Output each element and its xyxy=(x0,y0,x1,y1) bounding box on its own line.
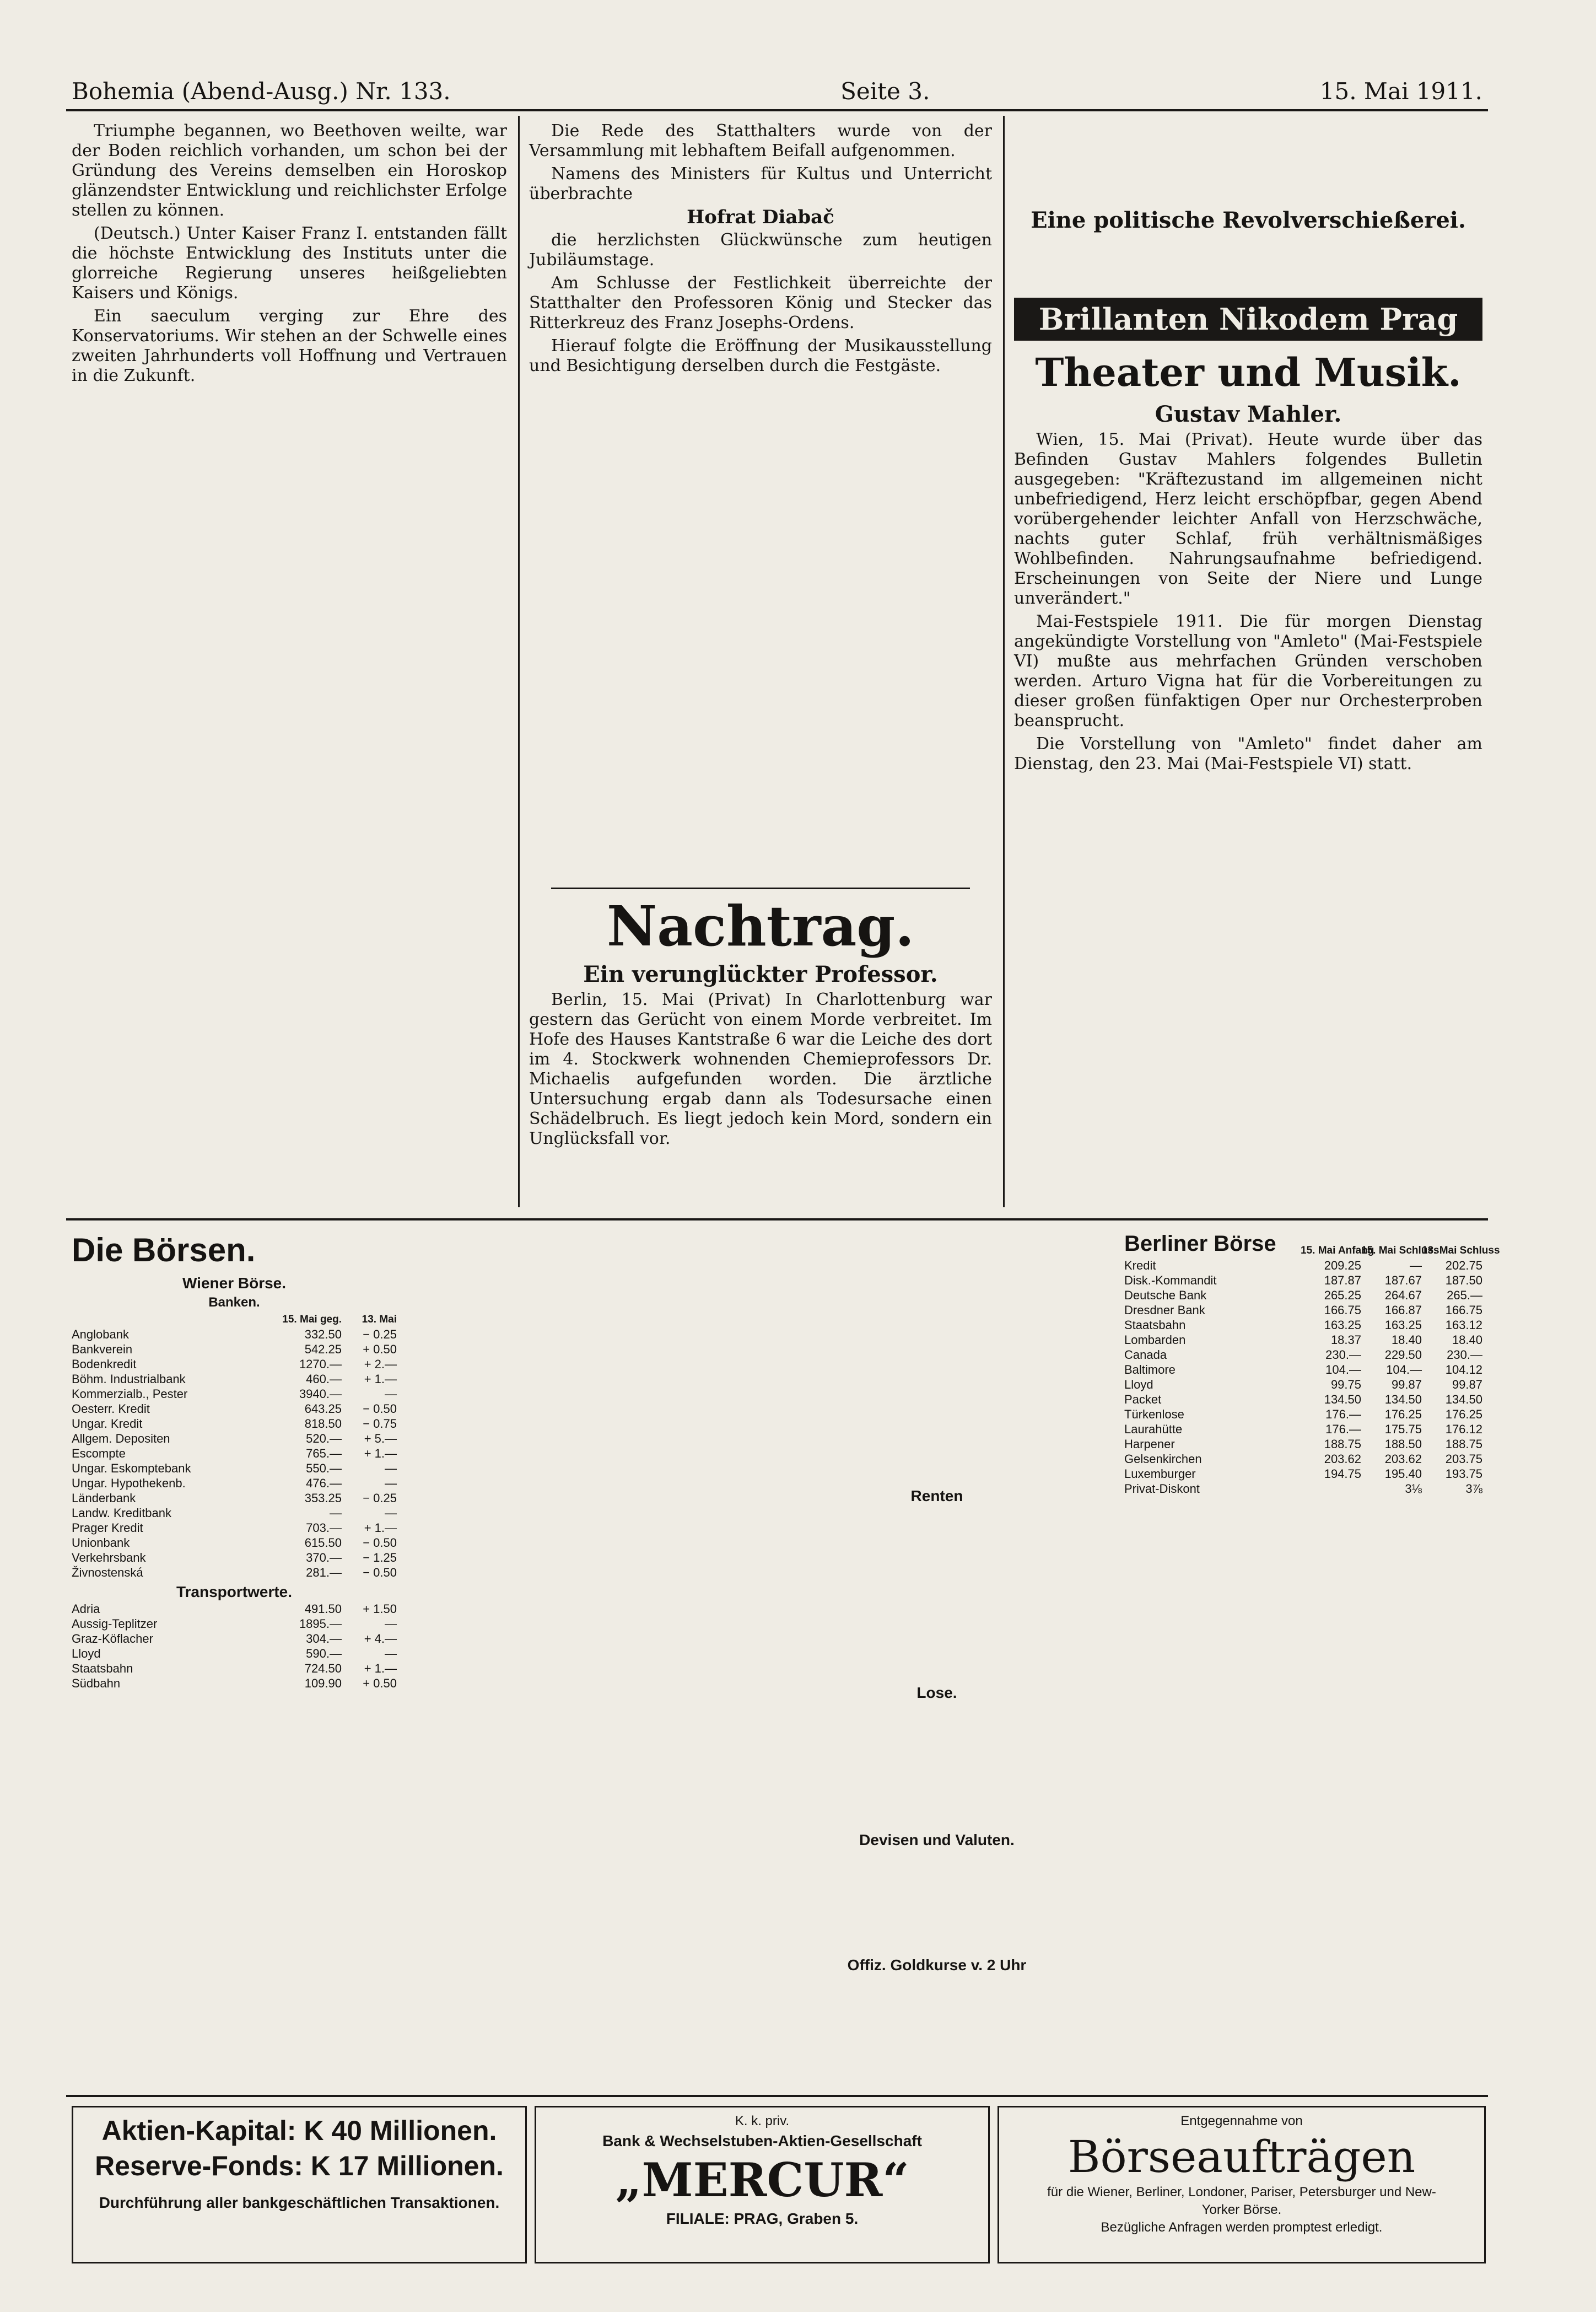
security-name: Türkenlose xyxy=(1124,1407,1184,1421)
security-name: Disk.-Kommandit xyxy=(1124,1273,1217,1287)
table-header: 15. Mai geg. 13. Mai xyxy=(282,1314,397,1325)
price-cell: — xyxy=(385,1461,397,1475)
boersen-title: Die Börsen. xyxy=(72,1232,256,1268)
table-row xyxy=(72,1372,397,1386)
price-cell: 1270.— xyxy=(299,1357,342,1371)
security-name: Privat-Diskont xyxy=(1124,1482,1200,1496)
table-row xyxy=(72,1327,397,1342)
security-name: Adria xyxy=(72,1602,100,1616)
mahler-heading: Gustav Mahler. xyxy=(1155,401,1342,427)
article-paragraph: Die Vorstellung von "Amleto" findet daher am Dienstag, den 23. Mai (Mai-Festspiele VI) statt. xyxy=(1014,734,1482,773)
price-cell xyxy=(1301,1481,1361,1496)
security-name: Verkehrsbank xyxy=(72,1551,146,1564)
security-name: Ungar. Hypothekenb. xyxy=(72,1476,186,1490)
ad-boerseauftraege xyxy=(997,2106,1486,2263)
ad-mercur-logo: „MERCUR“ xyxy=(615,2153,909,2207)
transport-rows xyxy=(72,1601,397,1691)
theater-section xyxy=(1014,121,1482,1202)
price-cell: 209.25 xyxy=(1324,1259,1361,1272)
price-cell: 203.62 xyxy=(1324,1452,1361,1466)
price-cell: 476.— xyxy=(306,1476,342,1490)
price-cell: — xyxy=(330,1506,342,1520)
security-name: Landw. Kreditbank xyxy=(72,1506,172,1520)
price-cell: 104.— xyxy=(1386,1363,1422,1377)
price-cell: 163.25 xyxy=(1384,1318,1422,1332)
security-name: Südbahn xyxy=(72,1676,121,1690)
ad-bank-name: Bank & Wechselstuben-Aktien-Gesellschaft xyxy=(602,2132,922,2149)
price-cell: 176.12 xyxy=(1445,1422,1482,1436)
price-cell: 643.25 xyxy=(304,1402,342,1416)
price-cell: — xyxy=(385,1476,397,1490)
price-cell: 166.75 xyxy=(1445,1303,1482,1317)
table-row xyxy=(72,1520,397,1535)
security-name: Luxemburger xyxy=(1124,1467,1196,1481)
table-row xyxy=(72,1342,397,1357)
table-row xyxy=(72,1357,397,1372)
price-cell: 176.25 xyxy=(1445,1407,1482,1421)
price-cell: 3⅞ xyxy=(1465,1482,1482,1496)
brillanten-ad: Brillanten Nikodem Prag xyxy=(1014,298,1482,341)
devisen-heading: Devisen und Valuten. xyxy=(859,1831,1015,1848)
berliner-boerse-heading: Berliner Börse xyxy=(1124,1232,1276,1256)
column-divider xyxy=(518,116,520,1207)
price-cell: 193.75 xyxy=(1445,1467,1482,1481)
article-festakt xyxy=(529,121,992,882)
column-divider xyxy=(1003,116,1005,1207)
table-row xyxy=(72,1631,397,1646)
price-cell: 188.75 xyxy=(1445,1437,1482,1451)
price-cell: 175.75 xyxy=(1384,1422,1422,1436)
price-cell: 99.75 xyxy=(1330,1378,1361,1391)
security-name: Lloyd xyxy=(72,1647,101,1660)
price-cell: 109.90 xyxy=(304,1676,342,1690)
table-row xyxy=(72,1616,397,1631)
price-cell: 195.40 xyxy=(1384,1467,1422,1481)
table-row xyxy=(72,1601,397,1616)
article-paragraph: Die Rede des Statthalters wurde von der Versammlung mit lebhaftem Beifall aufgenommen. xyxy=(529,121,992,160)
price-cell: − 1.25 xyxy=(363,1551,397,1564)
price-cell: 104.— xyxy=(1325,1363,1361,1377)
price-cell: 230.— xyxy=(1325,1348,1361,1362)
price-cell: 99.87 xyxy=(1391,1378,1422,1391)
price-cell: 818.50 xyxy=(304,1417,342,1431)
price-cell: 202.75 xyxy=(1445,1259,1482,1272)
table-row xyxy=(1124,1481,1482,1496)
price-cell: + 1.— xyxy=(364,1662,397,1675)
security-name: Harpener xyxy=(1124,1437,1175,1451)
table-row xyxy=(1124,1407,1482,1422)
berliner-boerse-table: Berliner Börse 15. Mai Anfang 15. Mai Schluss 13. Mai Schluss Kredit 209.25 — 202.75 Disk.-Kommandit 187.87 187.67 187.50 Deutsche Bank 265.25 264.67 265.— Dresdner Bank 166.75 166.87 166.75 Staatsbahn 163.25 163.25 163.12 Lombarden 18.37 18.40 18.40 Canada 230.— 229.50 230.— Baltimore 104.— 104.— 104.12 Lloyd 99.75 99.87 99.87 Packet 134.50 134.50 134.50 Türkenlose 176.— 176.25 176.25 Laurahütte 176.— 175.75 176.12 Harpener 188.75 188.50 188.75 Gelsenkirchen 203.62 203.62 203.75 Luxemburger 194.75 195.40 193.75 Privat-Diskont 3⅛ 3⅞ xyxy=(1124,1229,1482,2089)
section-rule xyxy=(66,2095,1488,2097)
price-cell: 550.— xyxy=(306,1461,342,1475)
section-rule xyxy=(66,1218,1488,1220)
price-cell: 265.25 xyxy=(1324,1288,1361,1302)
lose-heading: Lose. xyxy=(916,1684,957,1701)
table-row xyxy=(1124,1288,1482,1303)
price-cell: 460.— xyxy=(306,1372,342,1386)
article-paragraph: Ein saeculum verging zur Ehre des Konservatoriums. Wir stehen an der Schwelle eines zweiten Jahrhunderts voll Hoffnung und Vertrauen in die Zukunft. xyxy=(72,307,507,385)
table-row xyxy=(72,1386,397,1401)
price-cell: 1895.— xyxy=(299,1617,342,1631)
price-cell: + 2.— xyxy=(364,1357,397,1371)
price-cell: 104.12 xyxy=(1445,1363,1482,1377)
security-name: Gelsenkirchen xyxy=(1124,1452,1202,1466)
price-cell: 491.50 xyxy=(304,1602,342,1616)
price-cell: 281.— xyxy=(306,1566,342,1579)
price-cell: − 0.25 xyxy=(363,1327,397,1341)
security-name: Ungar. Eskomptebank xyxy=(72,1461,191,1475)
article-paragraph: (Deutsch.) Unter Kaiser Franz I. entstanden fällt die höchste Entwicklung des Instituts unter die glorreiche Regierung unseres heißgeliebten Kaisers und Königs. xyxy=(72,224,507,303)
price-cell: + 0.50 xyxy=(363,1342,397,1356)
table-row xyxy=(1124,1362,1482,1377)
article-paragraph: Wien, 15. Mai (Privat). Heute wurde über das Befinden Gustav Mahlers folgendes Bulletin ausgegeben: "Kräftezustand im allgemeinen nicht unbefriedigend, Herz leicht erschöpfbar, gegen Abend vorübergehender leichter Anfall von Herzschwäche, nachts guter Schlaf, früh verhältnismäßiges Wohlbefinden. Nahrungsaufnahme befriedigend. Erscheinungen von Seite der Niere und Lunge unverändert." xyxy=(1014,430,1482,608)
nachtrag-title: Nachtrag. xyxy=(606,894,915,959)
masthead-date: 15. Mai 1911. xyxy=(1319,78,1482,105)
security-name: Canada xyxy=(1124,1348,1167,1362)
security-name: Aussig-Teplitzer xyxy=(72,1617,158,1631)
price-cell: 163.25 xyxy=(1324,1318,1361,1332)
security-name: Unionbank xyxy=(72,1536,130,1550)
renten-heading: Renten xyxy=(910,1487,963,1504)
ad-kk-priv: K. k. priv. xyxy=(735,2114,790,2128)
berlin-rows xyxy=(1124,1258,1482,1496)
nachtrag-subtitle: Ein verunglückter Professor. xyxy=(583,961,938,987)
table-row xyxy=(72,1446,397,1461)
table-row xyxy=(72,1565,397,1580)
price-cell: 203.62 xyxy=(1384,1452,1422,1466)
table-row xyxy=(1124,1258,1482,1273)
table-row xyxy=(1124,1347,1482,1362)
security-name: Živnostenská xyxy=(72,1566,143,1579)
security-name: Packet xyxy=(1124,1392,1162,1406)
price-cell: 176.— xyxy=(1325,1407,1361,1421)
price-cell: 615.50 xyxy=(304,1536,342,1550)
security-name: Böhm. Industrialbank xyxy=(72,1372,186,1386)
price-cell: − 0.50 xyxy=(363,1536,397,1550)
security-name: Kommerzialb., Pester xyxy=(72,1387,188,1401)
security-name: Bodenkredit xyxy=(72,1357,137,1371)
price-cell: 229.50 xyxy=(1384,1348,1422,1362)
article-paragraph: Am Schlusse der Festlichkeit überreichte der Statthalter den Professoren König und Stecker das Ritterkreuz des Franz Josephs-Ordens. xyxy=(529,273,992,332)
security-name: Staatsbahn xyxy=(1124,1318,1186,1332)
table-row xyxy=(1124,1392,1482,1407)
price-cell: — xyxy=(1410,1259,1422,1272)
security-name: Baltimore xyxy=(1124,1363,1176,1377)
table-row xyxy=(1124,1437,1482,1451)
security-name: Lloyd xyxy=(1124,1378,1153,1391)
price-cell: 194.75 xyxy=(1324,1467,1361,1481)
price-cell: 203.75 xyxy=(1445,1452,1482,1466)
price-cell: 166.87 xyxy=(1384,1303,1422,1317)
price-cell: 134.50 xyxy=(1384,1392,1422,1406)
price-cell: + 1.50 xyxy=(363,1602,397,1616)
table-row xyxy=(72,1550,397,1565)
table-row xyxy=(72,1461,397,1476)
speaker-heading: Hofrat Diabač xyxy=(687,206,834,228)
price-cell: + 5.— xyxy=(364,1432,397,1445)
price-cell: + 1.— xyxy=(364,1521,397,1535)
ad-aktien-kapital: Aktien-Kapital: K 40 Millionen. xyxy=(101,2115,497,2146)
price-cell: 332.50 xyxy=(304,1327,342,1341)
price-cell: — xyxy=(385,1647,397,1660)
price-cell: 18.40 xyxy=(1391,1333,1422,1347)
table-row xyxy=(1124,1466,1482,1481)
security-name: Allgem. Depositen xyxy=(72,1432,170,1445)
price-cell: 3⅛ xyxy=(1405,1482,1422,1496)
table-row xyxy=(1124,1318,1482,1332)
price-cell: 188.50 xyxy=(1384,1437,1422,1451)
price-cell: 99.87 xyxy=(1452,1378,1482,1391)
table-row xyxy=(1124,1332,1482,1347)
security-name: Graz-Köflacher xyxy=(72,1632,153,1646)
security-name: Prager Kredit xyxy=(72,1521,143,1535)
price-cell: — xyxy=(385,1506,397,1520)
price-cell: 187.87 xyxy=(1324,1273,1361,1287)
price-cell: — xyxy=(385,1617,397,1631)
security-name: Oesterr. Kredit xyxy=(72,1402,150,1416)
price-cell: 134.50 xyxy=(1324,1392,1361,1406)
security-name: Lombarden xyxy=(1124,1333,1186,1347)
security-name: Staatsbahn xyxy=(72,1662,133,1675)
price-cell: 520.— xyxy=(306,1432,342,1445)
price-cell: + 1.— xyxy=(364,1372,397,1386)
wiener-boerse-table xyxy=(72,1229,397,2089)
revolver-heading: Eine politische Revolverschießerei. xyxy=(1031,207,1466,233)
security-name: Kredit xyxy=(1124,1259,1156,1272)
security-name: Bankverein xyxy=(72,1342,133,1356)
security-name: Anglobank xyxy=(72,1327,129,1341)
price-cell: 18.40 xyxy=(1452,1333,1482,1347)
article-paragraph: Hierauf folgte die Eröffnung der Musikausstellung und Besichtigung derselben durch die Festgäste. xyxy=(529,336,992,375)
ad-mercur xyxy=(535,2106,990,2263)
renten-lose-devisen-table xyxy=(408,1229,1124,2089)
ad-entgegennahme: Entgegennahme von xyxy=(1180,2114,1303,2128)
banken-heading: Banken. xyxy=(208,1295,260,1310)
table-row xyxy=(72,1646,397,1661)
table-row xyxy=(1124,1273,1482,1288)
header-rule xyxy=(66,109,1488,111)
price-cell: 230.— xyxy=(1447,1348,1482,1362)
price-cell: 724.50 xyxy=(304,1662,342,1675)
price-cell: − 0.75 xyxy=(363,1417,397,1431)
security-name: Deutsche Bank xyxy=(1124,1288,1207,1302)
price-cell: 188.75 xyxy=(1324,1437,1361,1451)
table-row xyxy=(72,1401,397,1416)
price-cell: 176.— xyxy=(1325,1422,1361,1436)
masthead xyxy=(72,72,1482,105)
table-row xyxy=(72,1491,397,1506)
masthead-issue: Bohemia (Abend-Ausg.) Nr. 133. xyxy=(72,78,451,105)
price-cell: 166.75 xyxy=(1324,1303,1361,1317)
price-cell: − 0.50 xyxy=(363,1402,397,1416)
price-cell: 18.37 xyxy=(1330,1333,1361,1347)
ad-boersen-list: für die Wiener, Berliner, Londoner, Pariser, Petersburger und New-Yorker Börse. xyxy=(1047,2185,1436,2217)
table-row xyxy=(1124,1451,1482,1466)
price-cell: 265.— xyxy=(1447,1288,1482,1302)
article-paragraph: Namens des Ministers für Kultus und Unterricht überbrachte xyxy=(529,164,992,203)
security-name: Laurahütte xyxy=(1124,1422,1183,1436)
article-paragraph: Mai-Festspiele 1911. Die für morgen Dienstag angekündigte Vorstellung von "Amleto" (Mai-Festspiele VI) mußte aus mehrfachen Gründen verschoben werden. Arturo Vigna hat für die Vorbereitungen zu dieser großen fünfaktigen Oper nur Orchesterproben beansprucht. xyxy=(1014,612,1482,730)
ad-boerseauftraege-title: Börseaufträgen xyxy=(1067,2131,1416,2182)
table-row xyxy=(72,1535,397,1550)
price-cell: 163.12 xyxy=(1445,1318,1482,1332)
ad-durchfuehrung: Durchführung aller bankgeschäftlichen Transaktionen. xyxy=(99,2194,500,2211)
goldkurse-heading: Offiz. Goldkurse v. 2 Uhr xyxy=(847,1956,1027,1974)
price-cell: + 4.— xyxy=(364,1632,397,1646)
table-row xyxy=(72,1506,397,1520)
price-cell: — xyxy=(385,1387,397,1401)
article-paragraph: Berlin, 15. Mai (Privat) In Charlottenburg war gestern das Gerücht von einem Morde verbreitet. Im Hofe des Hauses Kantstraße 6 war die Leiche des dort im 4. Stockwerk wohnenden Chemieprofessors Dr. Michaelis aufgefunden worden. Die ärztliche Untersuchung ergab dann als Todesursache einen Schädelbruch. Es liegt jedoch kein Mord, sondern ein Unglücksfall vor. xyxy=(529,990,992,1148)
price-cell: 304.— xyxy=(306,1632,342,1646)
price-cell: 703.— xyxy=(306,1521,342,1535)
price-cell: 176.25 xyxy=(1384,1407,1422,1421)
table-row xyxy=(1124,1303,1482,1318)
table-row xyxy=(72,1476,397,1491)
section-rule xyxy=(551,888,970,889)
table-row xyxy=(72,1431,397,1446)
security-name: Escompte xyxy=(72,1447,126,1460)
table-row xyxy=(1124,1422,1482,1437)
table-row xyxy=(1124,1377,1482,1392)
price-cell: − 0.25 xyxy=(363,1491,397,1505)
price-cell: 187.67 xyxy=(1384,1273,1422,1287)
ad-anfragen: Bezügliche Anfragen werden promptest erledigt. xyxy=(1101,2220,1383,2235)
article-konservatorium xyxy=(72,121,507,1202)
price-cell: − 0.50 xyxy=(363,1566,397,1579)
banks-rows xyxy=(72,1327,397,1580)
ad-reserve-fonds: Reserve-Fonds: K 17 Millionen. xyxy=(95,2150,504,2181)
table-row xyxy=(72,1416,397,1431)
article-paragraph: Triumphe begannen, wo Beethoven weilte, war der Boden reichlich vorhanden, um schon bei der Gründung des Vereins demselben ein Horoskop glänzendster Entwicklung und reichlichster Erfolge stellen zu können. xyxy=(72,121,507,220)
table-row xyxy=(72,1676,397,1691)
price-cell: 3940.— xyxy=(299,1387,342,1401)
table-row xyxy=(72,1661,397,1676)
price-cell: + 0.50 xyxy=(363,1676,397,1690)
security-name: Dresdner Bank xyxy=(1124,1303,1205,1317)
security-name: Länderbank xyxy=(72,1491,136,1505)
masthead-page-number: Seite 3. xyxy=(840,78,930,105)
price-cell: + 1.— xyxy=(364,1447,397,1460)
theater-heading: Theater und Musik. xyxy=(1035,350,1462,395)
price-cell: 590.— xyxy=(306,1647,342,1660)
security-name: Ungar. Kredit xyxy=(72,1417,143,1431)
price-cell: 353.25 xyxy=(304,1491,342,1505)
price-cell: 370.— xyxy=(306,1551,342,1564)
ad-bank-capital xyxy=(72,2106,527,2263)
transportwerte-heading: Transportwerte. xyxy=(176,1583,293,1600)
price-cell: 264.67 xyxy=(1384,1288,1422,1302)
price-cell: 187.50 xyxy=(1445,1273,1482,1287)
article-paragraph: die herzlichsten Glückwünsche zum heutigen Jubiläumstage. xyxy=(529,230,992,270)
price-cell: 134.50 xyxy=(1445,1392,1482,1406)
nachtrag-section xyxy=(529,893,992,1207)
wiener-boerse-heading: Wiener Börse. xyxy=(182,1275,287,1292)
price-cell: 765.— xyxy=(306,1447,342,1460)
price-cell: 542.25 xyxy=(304,1342,342,1356)
ad-filiale: FILIALE: PRAG, Graben 5. xyxy=(666,2210,859,2227)
